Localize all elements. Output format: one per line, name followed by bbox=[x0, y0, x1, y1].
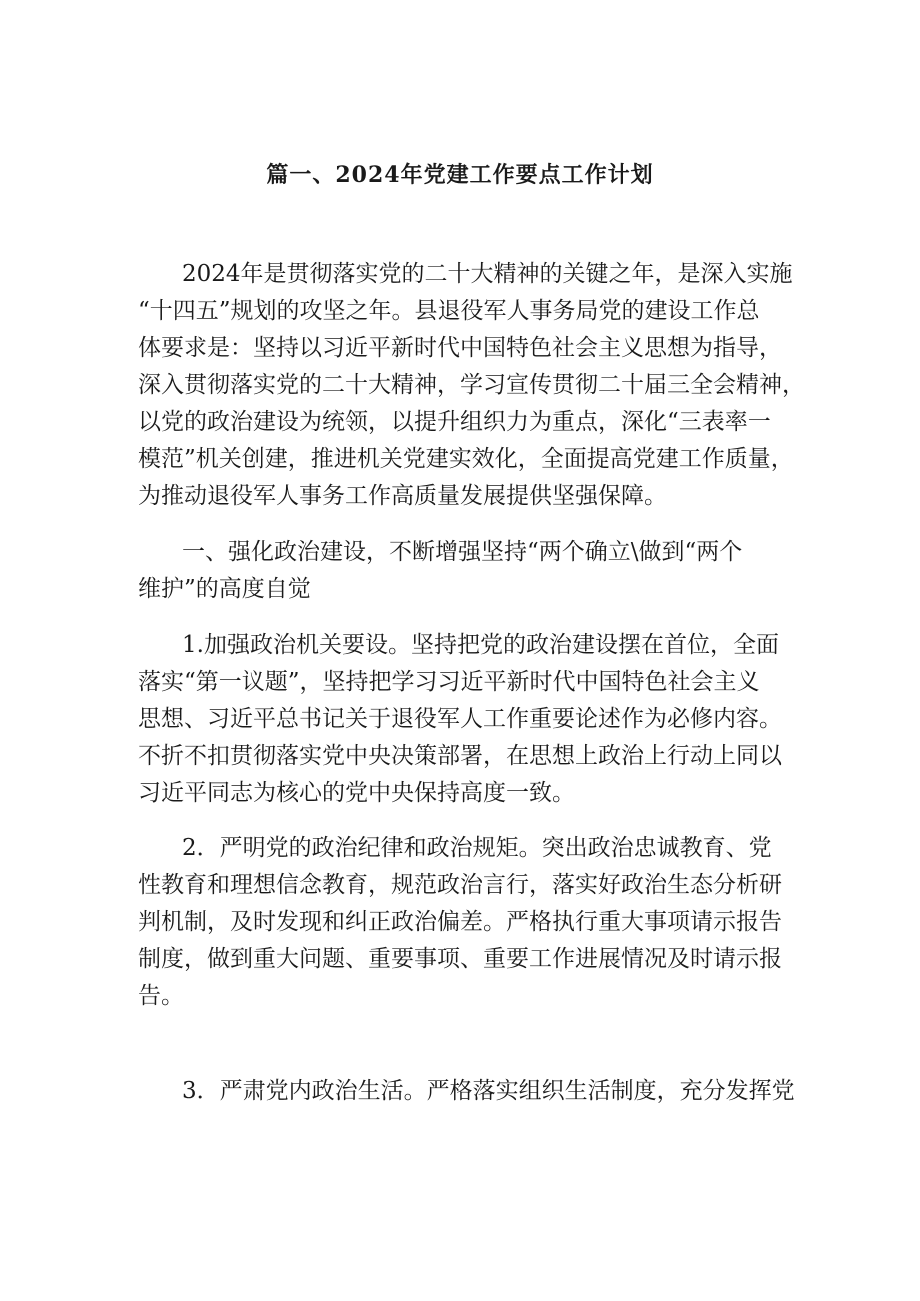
paragraph-1-line-7: 为推动退役军人事务工作高质量发展提供坚强保障。 bbox=[138, 483, 667, 509]
item-2-line-3: 判机制，及时发现和纠正政治偏差。严格执行重大事项请示报告 bbox=[138, 909, 782, 935]
item-2-line-4: 制度，做到重大问题、重要事项、重要工作进展情况及时请示报 bbox=[138, 946, 782, 972]
item-2-line-2: 性教育和理想信念教育，规范政治言行，落实好政治生态分析研 bbox=[138, 872, 782, 898]
item-1-line-5: 习近平同志为核心的党中央保持高度一致。 bbox=[138, 780, 575, 806]
item-2-line-5: 告。 bbox=[138, 983, 184, 1009]
paragraph-1-line-2: “十四五”规划的攻坚之年。县退役军人事务局党的建设工作总 bbox=[138, 298, 760, 324]
item-1-line-4: 不折不扣贯彻落实党中央决策部署，在思想上政治上行动上同以 bbox=[138, 743, 782, 769]
paragraph-1-line-6: 模范”机关创建，推进机关党建实效化，全面提高党建工作质量， bbox=[138, 446, 794, 472]
item-1-line-1: 1.加强政治机关要设。坚持把党的政治建设摆在首位，全面 bbox=[182, 632, 779, 658]
section-heading-1-line-2: 维护”的高度自觉 bbox=[138, 576, 311, 602]
item-2-line-1: 2．严明党的政治纪律和政治规矩。突出政治忠诚教育、党 bbox=[182, 835, 772, 861]
item-1-line-3: 思想、习近平总书记关于退役军人工作重要论述作为必修内容。 bbox=[138, 706, 782, 732]
item-1-line-2: 落实“第一议题”，坚持把学习习近平新时代中国特色社会主义 bbox=[138, 669, 760, 695]
item-3-line-1: 3．严肃党内政治生活。严格落实组织生活制度，充分发挥党 bbox=[182, 1078, 795, 1104]
paragraph-1-line-4: 深入贯彻落实党的二十大精神，学习宣传贯彻二十届三全会精神， bbox=[138, 372, 805, 398]
document-title: 篇一、2024年党建工作要点工作计划 bbox=[266, 162, 654, 188]
paragraph-1-line-1: 2024年是贯彻落实党的二十大精神的关键之年，是深入实施 bbox=[182, 261, 793, 287]
paragraph-1-line-5: 以党的政治建设为统领，以提升组织力为重点，深化“三表率一 bbox=[138, 409, 771, 435]
section-heading-1-line-1: 一、强化政治建设，不断增强坚持“两个确立\做到“两个 bbox=[182, 539, 743, 565]
paragraph-1-line-3: 体要求是：坚持以习近平新时代中国特色社会主义思想为指导， bbox=[138, 335, 782, 361]
